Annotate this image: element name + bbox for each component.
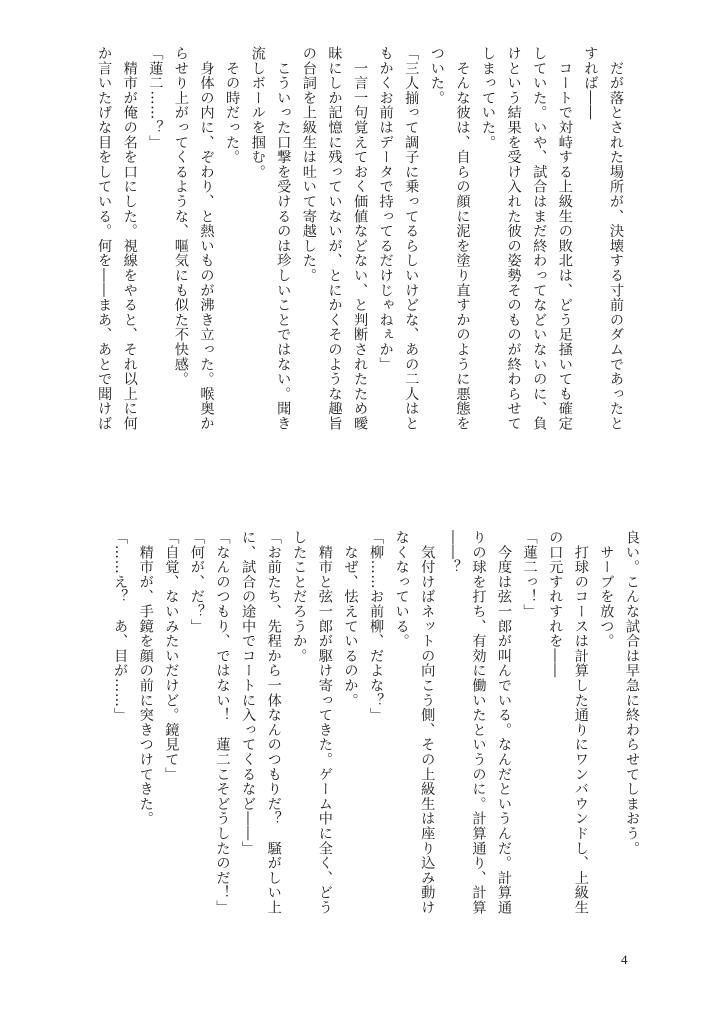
text-line: 今度は弦一郎が叫んでいる。なんだというんだ。計算通	[496, 530, 513, 915]
text-line: 「なんのつもり、ではない！ 蓮二こそどうしたのだ！」	[214, 530, 231, 915]
text-line: ついた。	[428, 46, 445, 106]
top-text-block	[91, 46, 628, 494]
text-line: していた。いや、試合はまだ終わってなどいないのに、負	[531, 46, 548, 431]
page-number: 4	[621, 952, 628, 967]
text-line: りの球を打ち、有効に働いたというのに。計算通り、計算	[470, 530, 487, 915]
text-line: サーブを放つ。	[598, 530, 615, 649]
text-line: 「三人揃って調子に乗ってるらしいけどな、あの二人はと	[403, 46, 420, 431]
text-line: 気付けばネットの向こう側、その上級生は座り込み動け	[419, 530, 436, 915]
text-line: なぜ、怯えているのか。	[342, 530, 359, 708]
text-line: らせり上がってくるような、嘔気にも似た不快感。	[172, 46, 189, 387]
text-line: 打球のコースは計算した通りにワンバウンドし、上級生	[572, 530, 589, 915]
text-line: したことだろうか。	[291, 530, 308, 664]
text-line: コートで対峙する上級生の敗北は、どう足掻いても確定	[556, 46, 573, 431]
text-line: 精市が俺の名を口にした。視線をやると、それ以上に何	[121, 46, 138, 431]
text-line: 精市と弦一郎が駆け寄ってきた。ゲーム中に全く、どう	[316, 530, 333, 915]
text-line: その時だった。	[224, 46, 241, 165]
text-line: もかくお前はデータで持ってるだけじゃねぇか」	[377, 46, 394, 372]
text-line: だが落とされた場所が、決壊する寸前のダムであったと	[608, 46, 624, 431]
text-line: か言いたげな目をしている。何を――まあ、あとで聞けば	[96, 46, 113, 431]
text-line: なくなっている。	[393, 530, 410, 649]
text-line: けという結果を受け入れた彼の姿勢そのものが終わらせて	[505, 46, 522, 431]
text-line: 「お前たち、先程から一体なんのつもりだ？ 騒がしい上	[265, 530, 282, 915]
text-line: 「蓮二……？」	[147, 46, 164, 150]
text-line: 良い。こんな試合は早急に終わらせてしまおう。	[624, 530, 640, 856]
text-line: 一言一句覚えておく価値などない、と判断されたため曖	[352, 46, 369, 431]
text-line: こういった口撃を受けるのは珍しいことではない。聞き	[275, 46, 292, 431]
text-line: そんな彼は、自らの顔に泥を塗り直すかのように悪態を	[454, 46, 471, 431]
text-line: すれば――	[582, 46, 599, 120]
text-line: ――？	[444, 530, 461, 575]
text-line: の口元すれすれを――	[547, 530, 564, 678]
text-line: 身体の内に、ぞわり、と熱いものが沸き立った。喉奥か	[198, 46, 215, 431]
text-line: 「自覚、ないみたいだけど。鏡見て」	[163, 530, 180, 782]
text-line: 流しボールを掴む。	[249, 46, 266, 180]
text-line: 精市が、手鏡を顔の前に突きつけてきた。	[137, 530, 154, 826]
text-line: 「何が、だ？」	[188, 530, 205, 634]
text-line: 「……え？ あ、目が……」	[112, 530, 129, 723]
text-line: 「蓮二っ！」	[521, 530, 538, 619]
text-line: に、試合の途中でコートに入ってくるなど――」	[240, 530, 257, 856]
text-line: 「柳……お前柳、だよな？」	[368, 530, 385, 723]
text-line: しまっていた。	[480, 46, 497, 150]
bottom-text-block	[107, 530, 644, 940]
text-line: の台詞を上級生は吐いて寄越した。	[300, 46, 317, 283]
text-line: 昧にしか記憶に残っていないが、とにかくそのような趣旨	[326, 46, 343, 431]
